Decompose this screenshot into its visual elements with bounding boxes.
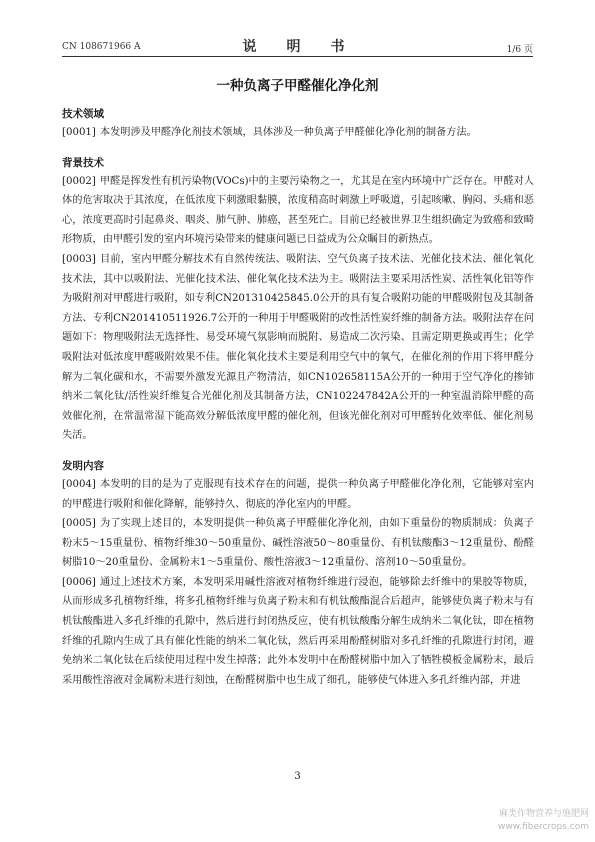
section-heading: 发明内容 (62, 459, 104, 472)
watermark-name: 麻类作物营养与施肥网 (498, 809, 589, 819)
page-header (62, 34, 533, 57)
document-type: 说 明 书 (242, 39, 353, 55)
paragraph-text: 为了实现上述目的，本发明提供一种负离子甲醛催化净化剂，由如下重量份的物质制成：负离子粉末5～15重量份、植物纤维30～50重量份、碱性溶液50～80重量份、有机钛酸酯3～12重量份、酚醛树脂10～20重量份、金属粉末1～5重量份、酸性溶液3～12重量份、溶剂10～50重量份。 (62, 518, 534, 569)
paragraph-text: 本发明的目的是为了克服现有技术存在的问题，提供一种负离子甲醛催化净化剂，它能够对室内的甲醛进行吸附和催化降解，能够持久、彻底的净化室内的甲醛。 (62, 478, 534, 510)
paragraph-text: 甲醛是挥发性有机污染物(VOCs)中的主要污染物之一，尤其是在室内环境中广泛存在。甲醛对人体的危害取决于其浓度，在低浓度下刺激眼黏膜，浓度稍高时刺激上呼吸道，引起咳嗽、胸闷、头痛和恶心，浓度更高时引起鼻炎、咽炎、肺气肿、肺癌，甚至死亡。目前已经被世界卫生组织确定为致癌和致畸形物质，由甲醛引发的室内环境污染带来的健康问题已日益成为公众瞩目的新热点。 (62, 175, 534, 246)
section-background (62, 155, 534, 446)
paragraph (62, 514, 534, 573)
page-indicator: 1/6 页 (506, 45, 533, 55)
paragraph-number: [0002] (62, 175, 96, 187)
paragraph (62, 475, 534, 514)
paragraph (62, 172, 534, 250)
watermark (498, 808, 589, 834)
document-title: 一种负离子甲醛催化净化剂 (216, 78, 379, 94)
paragraph-number: [0001] (62, 127, 96, 138)
paragraph-text: 通过上述技术方案，本发明采用碱性溶液对植物纤维进行浸泡，能够除去纤维中的果胶等物质，从而形成多孔植物纤维，将多孔植物纤维与负离子粉末和有机钛酸酯混合后超声，能够使负离子粉末与有机钛酸酯进入多孔纤维的孔隙中，然后进行封闭热反应，使有机钛酸酯分解生成纳米二氧化钛，即在植物纤维的孔隙内生成了具有催化性能的纳米二氧化钛，然后再采用酚醛树脂对多孔纤维的孔隙进行封闭，避免纳米二氧化钛在后续使用过程中发生掉落；此外本发明中在酚醛树脂中加入了牺牲模板金属粉末，最后采用酸性溶液对金属粉末进行刻蚀，在酚醛树脂中也生成了细孔，能够使气体进入多孔纤维内部，并进 (62, 576, 534, 686)
paragraph (62, 250, 534, 446)
paragraph (62, 123, 534, 143)
section-heading: 技术领域 (62, 108, 104, 120)
watermark-url: www.fibercrops.com (498, 822, 589, 832)
document-body (62, 106, 534, 690)
paragraph-number: [0004] (62, 478, 96, 490)
paragraph-number: [0006] (62, 576, 96, 588)
paragraph (62, 573, 534, 691)
patent-number: CN 108671966 A (62, 42, 141, 52)
paragraph-number: [0005] (62, 518, 96, 530)
paragraph-number: [0003] (62, 253, 96, 265)
section-heading: 背景技术 (62, 156, 104, 169)
section-summary (62, 458, 534, 691)
page-number: 3 (294, 771, 301, 782)
section-technical-field (62, 106, 534, 143)
paragraph-text: 本发明涉及甲醛净化剂技术领域，具体涉及一种负离子甲醛催化净化剂的制备方法。 (99, 127, 477, 138)
paragraph-text: 目前，室内甲醛分解技术有自然传统法、吸附法、空气负离子技术法、光催化技术法、催化氧化技术法，其中以吸附法、光催化技术法、催化氧化技术法为主。吸附法主要采用活性炭、活性氧化铝等作为吸附剂对甲醛进行吸附，如专利CN201310425845.0公开的具有复合吸附功能的甲醛吸附包及其制备方法、专利CN201410511926.7公开的一种用于甲醛吸附的改性活性炭纤维的制备方法。吸附法存在问题如下：物理吸附法无选择性、易受环境气氛影响而脱附、易造成二次污染、且需定期更换或再生；化学吸附法对低浓度甲醛吸附效果不佳。催化氧化技术主要是利用空气中的氧气，在催化剂的作用下将甲醛分解为二氧化碳和水，不需要外激发光源且产物清洁，如CN102658115A公开的一种用于空气净化的掺铈纳米二氧化钛/活性炭纤维复合光催化剂及其制备方法，CN102247842A公开的一种室温消除甲醛的高效催化剂，在常温常湿下能高效分解低浓度甲醛的催化剂，但该光催化剂对可甲醛转化效率低、催化剂易失活。 (62, 253, 534, 442)
